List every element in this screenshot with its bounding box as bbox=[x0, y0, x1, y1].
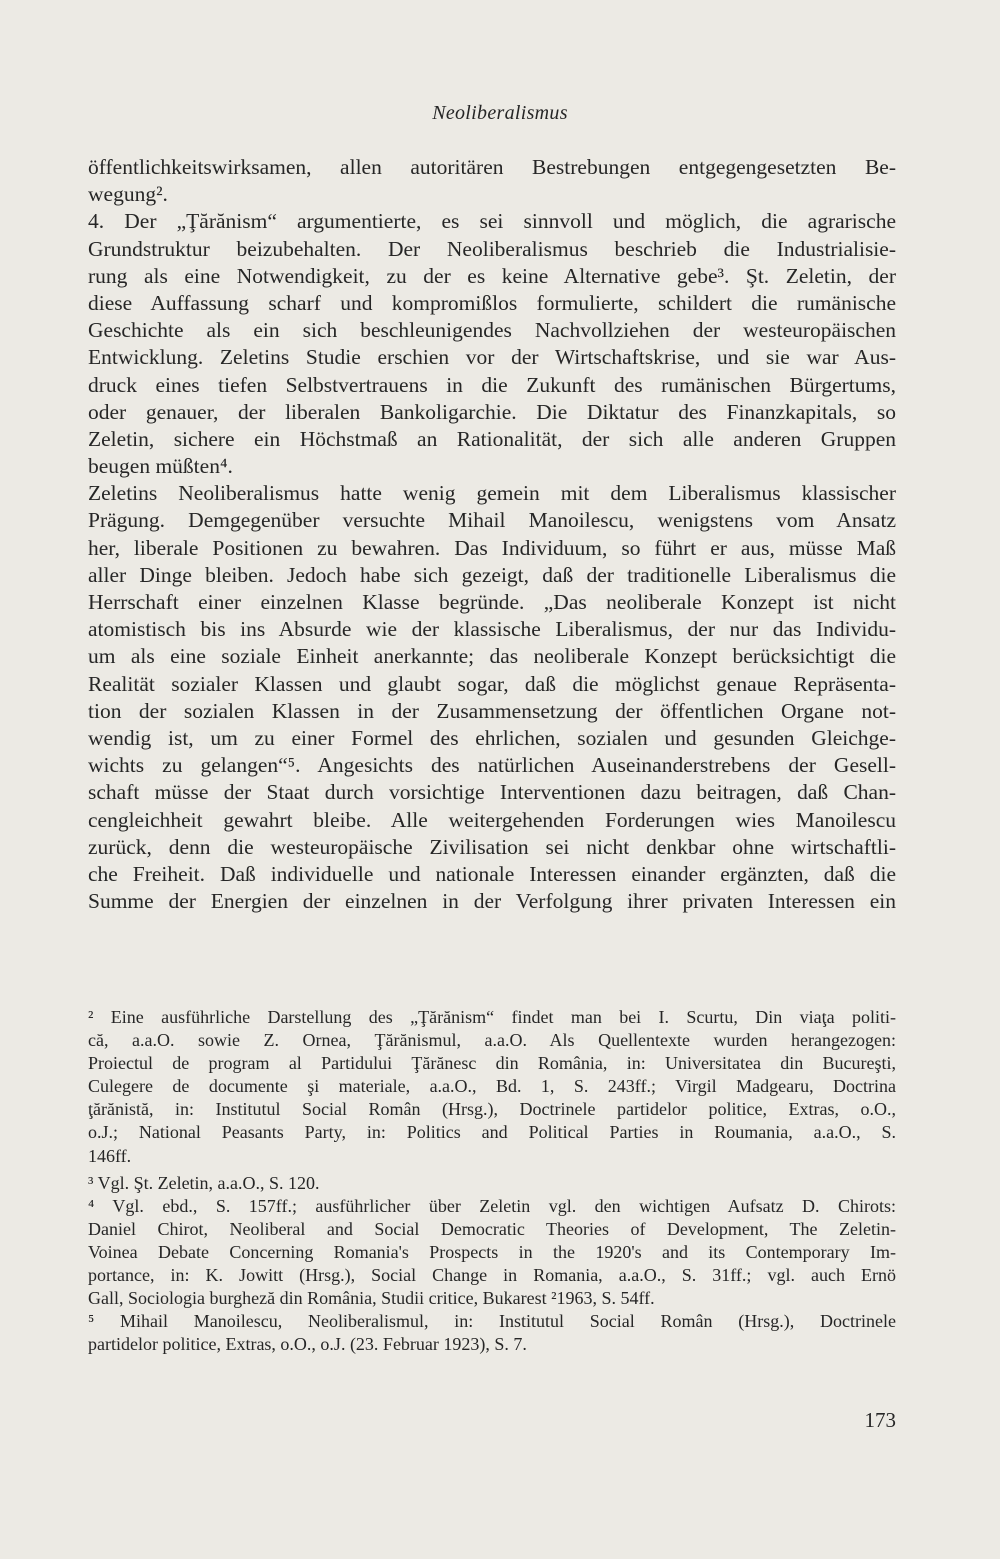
body-line: oder genauer, der liberalen Bankoligarchie. Die Diktatur des Finanzkapitals, so bbox=[88, 399, 896, 424]
body-line: Realität sozialer Klassen und glaubt sogar, daß die möglichst genaue Repräsenta- bbox=[88, 671, 896, 696]
body-text bbox=[88, 154, 896, 915]
body-line: Herrschaft einer einzelnen Klasse begründe. „Das neoliberale Konzept ist nicht bbox=[88, 590, 896, 614]
body-line: wendig ist, um zu einer Formel des ehrlichen, sozialen und gesunden Gleichge- bbox=[88, 725, 896, 750]
footnote-line: Voinea Debate Concerning Romania's Prospects in the 1920's and its Contemporary Im- bbox=[88, 1241, 896, 1262]
body-line: Zeletins Neoliberalismus hatte wenig gemein mit dem Liberalismus klassischer bbox=[88, 481, 896, 506]
footnote-4 bbox=[88, 1195, 896, 1310]
page-number: 173 bbox=[864, 1408, 896, 1432]
body-line: Zeletin, sichere ein Höchstmaß an Rationalität, der sich alle anderen Gruppen bbox=[88, 426, 896, 451]
footnote-line: ⁴ Vgl. ebd., S. 157ff.; ausführlicher über Zeletin vgl. den wichtigen Aufsatz D. Chirots: bbox=[88, 1195, 896, 1216]
footnote-line: că, a.a.O. sowie Z. Ornea, Ţărănismul, a.a.O. Als Quellentexte wurden herangezogen: bbox=[88, 1030, 896, 1051]
body-line: tion der sozialen Klassen in der Zusammensetzung der öffentlichen Organe not- bbox=[88, 698, 896, 723]
body-line: aller Dinge bleiben. Jedoch habe sich gezeigt, daß der traditionelle Liberalismus die bbox=[88, 562, 896, 587]
body-line: zurück, denn die westeuropäische Zivilisation sei nicht denkbar ohne wirtschaftli- bbox=[88, 834, 896, 859]
footnote-line: Proiectul de program al Partidului Ţărănesc din România, in: Universitatea din Bucureşti, bbox=[88, 1053, 896, 1074]
body-line: um als eine soziale Einheit anerkannte; das neoliberale Konzept berücksichtigt die bbox=[88, 644, 896, 669]
footnote-line: portance, in: K. Jowitt (Hrsg.), Social Change in Romania, a.a.O., S. 31ff.; vgl. auch Ernö bbox=[88, 1265, 896, 1286]
body-line: atomistisch bis ins Absurde wie der klassische Liberalismus, der nur das Individu- bbox=[88, 617, 896, 642]
footnote-line: ţărănistă, in: Institutul Social Român (Hrsg.), Doctrinele partidelor politice, Extras, o.O., bbox=[88, 1099, 896, 1120]
footnote-line: Daniel Chirot, Neoliberal and Social Democratic Theories of Development, The Zeletin- bbox=[88, 1218, 896, 1239]
footnote-line: o.J.; National Peasants Party, in: Politics and Political Parties in Roumania, a.a.O., S. bbox=[88, 1122, 896, 1143]
body-line: Summe der Energien der einzelnen in der Verfolgung ihrer privaten Interessen ein bbox=[88, 889, 896, 914]
body-line: Entwicklung. Zeletins Studie erschien vor der Wirtschaftskrise, und sie war Aus- bbox=[88, 345, 896, 370]
body-line: druck eines tiefen Selbstvertrauens in die Zukunft des rumänischen Bürgertums, bbox=[88, 372, 896, 397]
body-line: Geschichte als ein sich beschleunigendes Nachvollziehen der westeuropäischen bbox=[88, 318, 896, 343]
body-line: wegung². bbox=[88, 182, 168, 207]
body-line: wichts zu gelangen“⁵. Angesichts des natürlichen Auseinanderstrebens der Gesell- bbox=[88, 753, 896, 778]
body-line: öffentlichkeitswirksamen, allen autoritären Bestrebungen entgegengesetzten Be- bbox=[88, 155, 896, 179]
body-line: Prägung. Demgegenüber versuchte Mihail Manoilescu, wenigstens vom Ansatz bbox=[88, 508, 896, 533]
footnote-2 bbox=[88, 1006, 896, 1168]
body-line: diese Auffassung scharf und kompromißlos formulierte, schildert die rumänische bbox=[88, 290, 896, 315]
body-line: che Freiheit. Daß individuelle und nationale Interessen einander ergänzten, daß die bbox=[88, 861, 896, 886]
footnote-line: ⁵ Mihail Manoilescu, Neoliberalismul, in: Institutul Social Român (Hrsg.), Doctrinele bbox=[88, 1311, 896, 1332]
body-line: Grundstruktur beizubehalten. Der Neoliberalismus beschrieb die Industrialisie- bbox=[88, 236, 896, 261]
body-line: 4. Der „Ţărănism“ argumentierte, es sei sinnvoll und möglich, die agrarische bbox=[88, 209, 896, 234]
body-line: beugen müßten⁴. bbox=[88, 454, 233, 479]
footnote-line: Gall, Sociologia burgheză din România, Studii critice, Bukarest ²1963, S. 54ff. bbox=[88, 1288, 655, 1309]
footnotes bbox=[88, 1006, 896, 1356]
body-line: schaft müsse der Staat durch vorsichtige Interventionen dazu beitragen, daß Chan- bbox=[88, 780, 896, 805]
running-head: Neoliberalismus bbox=[432, 102, 568, 124]
footnote-5 bbox=[88, 1310, 896, 1356]
footnote-3 bbox=[88, 1172, 896, 1195]
footnote-line: partidelor politice, Extras, o.O., o.J. (23. Februar 1923), S. 7. bbox=[88, 1334, 527, 1355]
footnote-line: ² Eine ausführliche Darstellung des „Ţărănism“ findet man bei I. Scurtu, Din viaţa politi- bbox=[88, 1007, 896, 1027]
footnote-line: Culegere de documente şi materiale, a.a.O., Bd. 1, S. 243ff.; Virgil Madgearu, Doctrina bbox=[88, 1076, 896, 1097]
body-line: cengleichheit gewahrt bleibe. Alle weitergehenden Forderungen wies Manoilescu bbox=[88, 807, 896, 832]
footnote-line: 146ff. bbox=[88, 1145, 132, 1166]
body-line: her, liberale Positionen zu bewahren. Das Individuum, so führt er aus, müsse Maß bbox=[88, 535, 896, 560]
footnote-line: ³ Vgl. Şt. Zeletin, a.a.O., S. 120. bbox=[88, 1172, 320, 1193]
body-line: rung als eine Notwendigkeit, zu der es keine Alternative gebe³. Şt. Zeletin, der bbox=[88, 263, 896, 288]
